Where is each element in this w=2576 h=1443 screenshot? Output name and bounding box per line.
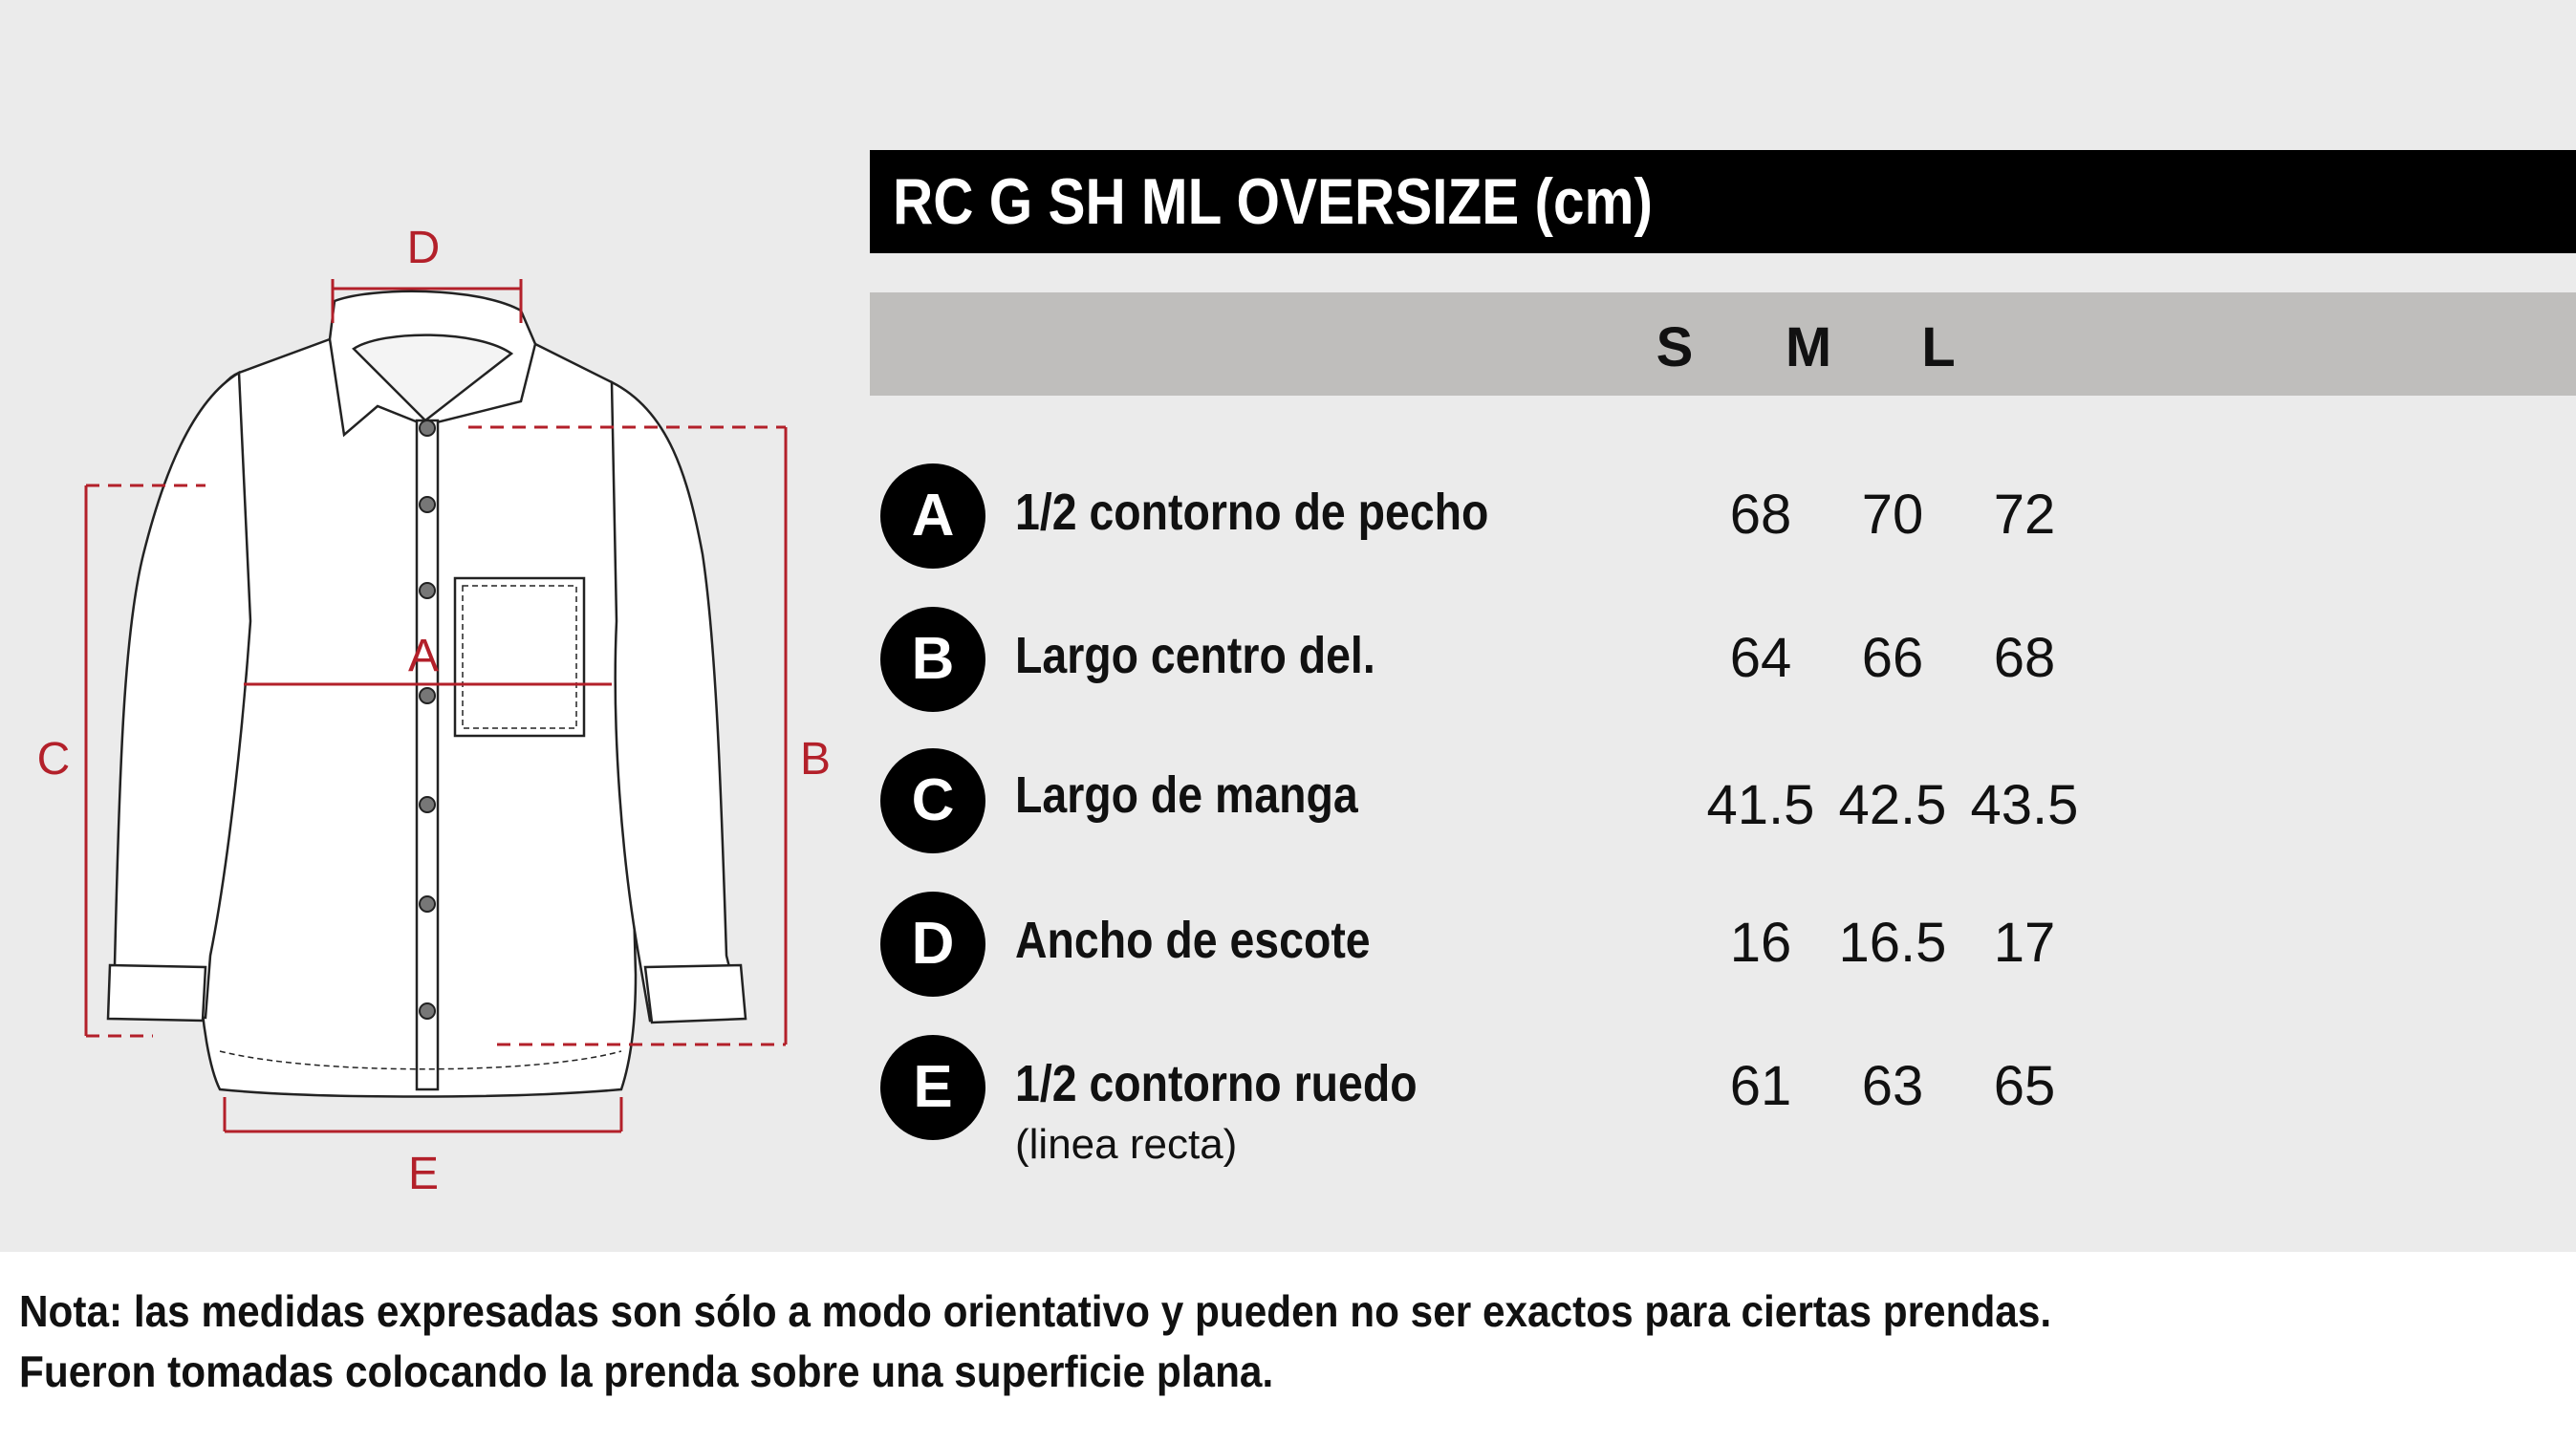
- diagram-label-a: A: [407, 631, 440, 681]
- row-label: 1/2 contorno ruedo: [1015, 1055, 1418, 1112]
- diagram-label-e: E: [407, 1149, 440, 1199]
- row-letter-badge: B: [880, 607, 985, 712]
- row-sublabel: (linea recta): [1015, 1121, 1238, 1168]
- diagram-label-b: B: [799, 734, 832, 785]
- value-m: 70: [1861, 484, 1924, 546]
- value-s: 68: [1729, 484, 1792, 546]
- value-s: 41.5: [1706, 774, 1815, 836]
- note-line-1: Nota: las medidas expresadas son sólo a modo orientativo y pueden no ser exactos para ciertas prendas.: [19, 1286, 2052, 1336]
- table-row: [0, 463, 2576, 569]
- value-l: 68: [1993, 627, 2056, 689]
- value-s: 61: [1729, 1055, 1792, 1117]
- size-head-m: M: [1785, 316, 1832, 378]
- note-line-2: Fueron tomadas colocando la prenda sobre una superficie plana.: [19, 1346, 1274, 1396]
- value-l: 17: [1993, 912, 2056, 974]
- row-label: Largo de manga: [1015, 766, 1358, 824]
- diagram-label-c: C: [36, 734, 71, 785]
- row-label: Ancho de escote: [1015, 912, 1371, 969]
- table-row: [0, 748, 2576, 853]
- value-m: 66: [1861, 627, 1924, 689]
- chart-title-text: RC G SH ML OVERSIZE (cm): [893, 165, 1654, 238]
- size-head-l: L: [1921, 316, 1956, 378]
- value-l: 65: [1993, 1055, 2056, 1117]
- size-header-bar: [870, 292, 2576, 396]
- row-letter-badge: D: [880, 892, 985, 997]
- row-label: Largo centro del.: [1015, 627, 1375, 684]
- table-row: [0, 607, 2576, 712]
- table-row: [0, 892, 2576, 997]
- value-s: 64: [1729, 627, 1792, 689]
- value-l: 72: [1993, 484, 2056, 546]
- value-s: 16: [1729, 912, 1792, 974]
- value-m: 16.5: [1838, 912, 1947, 974]
- value-l: 43.5: [1970, 774, 2079, 836]
- table-row: [0, 1035, 2576, 1168]
- row-letter-badge: A: [880, 463, 985, 569]
- diagram-label-d: D: [406, 223, 441, 273]
- row-letter-badge: C: [880, 748, 985, 853]
- value-m: 42.5: [1838, 774, 1947, 836]
- size-head-s: S: [1656, 316, 1694, 378]
- row-letter-badge: E: [880, 1035, 985, 1140]
- value-m: 63: [1861, 1055, 1924, 1117]
- row-label: 1/2 contorno de pecho: [1015, 484, 1489, 541]
- chart-title: [870, 150, 2576, 253]
